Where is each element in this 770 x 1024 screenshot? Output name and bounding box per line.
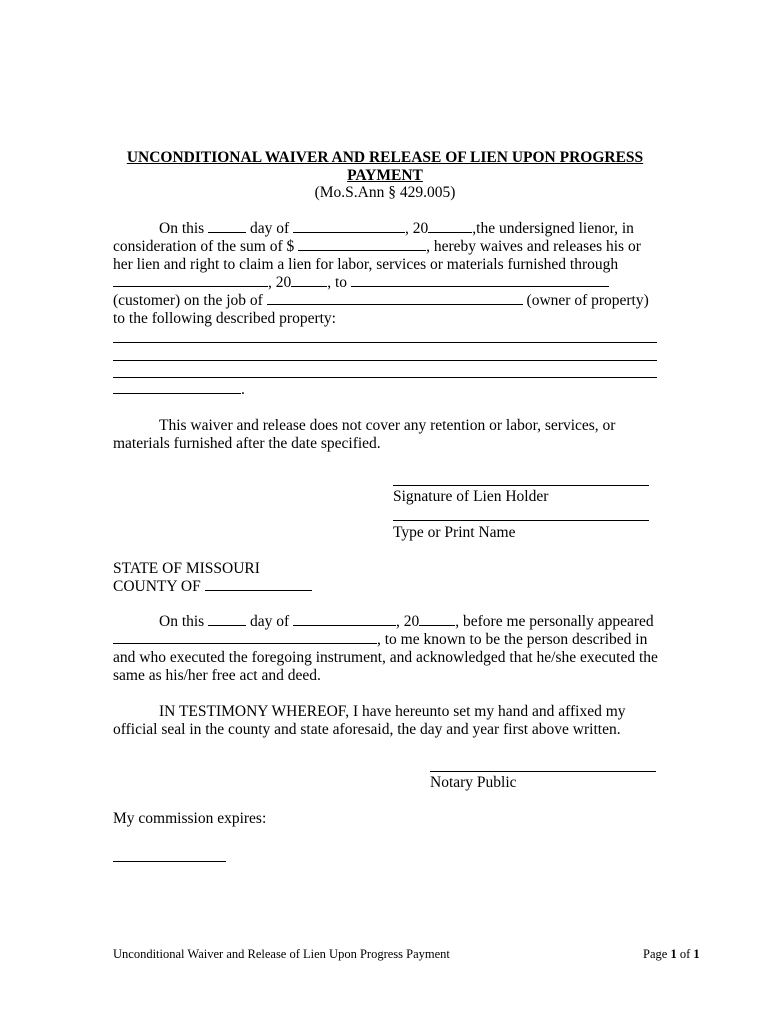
acknowledgment-line-2: , to me known to be the person described in (113, 631, 647, 649)
document-title-line-2: PAYMENT (347, 167, 423, 184)
print-name-label: Type or Print Name (393, 524, 516, 541)
acknowledgment-line-4: same as his/her free act and deed. (113, 667, 321, 684)
customer-blank[interactable] (351, 285, 609, 287)
document-title-line-1: UNCONDITIONAL WAIVER AND RELEASE OF LIEN UPON PROGRESS (126, 149, 644, 166)
acknowledgment-line-1: On this day of , 20 , before me personally appeared (159, 613, 654, 630)
acknowledgment-line-3: and who executed the foregoing instrument, and acknowledged that he/she executed the (113, 649, 658, 666)
waiver-line-3: her lien and right to claim a lien for labor, services or materials furnished through (113, 256, 619, 273)
year-blank[interactable] (428, 231, 472, 233)
ack-month-blank[interactable] (293, 624, 396, 626)
waiver-line-6: to the following described property: (113, 310, 336, 327)
ack-year-blank[interactable] (419, 624, 455, 626)
sum-blank[interactable] (298, 249, 426, 251)
county-blank[interactable] (205, 589, 312, 591)
notary-public-label: Notary Public (430, 774, 517, 791)
footer-document-title: Unconditional Waiver and Release of Lien Upon Progress Payment (113, 947, 450, 961)
appeared-person-blank[interactable] (113, 642, 377, 644)
commission-expires-label: My commission expires: (113, 810, 267, 827)
waiver-line-5: (customer) on the job of (owner of property) (113, 292, 649, 309)
property-description-line-1[interactable] (113, 342, 657, 343)
property-description-line-2[interactable] (113, 360, 657, 361)
property-description-line-3[interactable] (113, 377, 657, 378)
property-description-blank[interactable] (113, 392, 241, 394)
exclusion-line-1: This waiver and release does not cover any retention or labor, services, or (159, 417, 616, 434)
print-name-line[interactable] (393, 520, 649, 521)
testimony-line-1: IN TESTIMONY WHEREOF, I have hereunto set my hand and affixed my (159, 703, 626, 720)
signature-label: Signature of Lien Holder (393, 488, 549, 505)
county-line: COUNTY OF (113, 578, 312, 596)
owner-blank[interactable] (267, 303, 523, 305)
testimony-line-2: official seal in the county and state aforesaid, the day and year first above written. (113, 721, 621, 738)
footer-page-number: Page 1 of 1 (643, 947, 700, 961)
waiver-line-1: On this day of , 20 ,the undersigned lienor, in (159, 220, 634, 237)
statute-reference: (Mo.S.Ann § 429.005) (314, 184, 456, 201)
commission-expires-line[interactable] (113, 861, 226, 862)
ack-day-blank[interactable] (208, 624, 246, 626)
property-description-line-4: . (113, 381, 245, 399)
through-date-blank[interactable] (113, 285, 268, 287)
day-blank[interactable] (208, 231, 246, 233)
waiver-line-4: , 20 , to (113, 274, 609, 292)
exclusion-line-2: materials furnished after the date specified. (113, 435, 381, 452)
state-heading: STATE OF MISSOURI (113, 560, 260, 577)
notary-signature-line[interactable] (430, 771, 656, 772)
signature-line[interactable] (393, 485, 649, 486)
through-year-blank[interactable] (291, 285, 327, 287)
waiver-line-2: consideration of the sum of $ , hereby waives and releases his or (113, 238, 641, 255)
month-blank[interactable] (293, 231, 405, 233)
